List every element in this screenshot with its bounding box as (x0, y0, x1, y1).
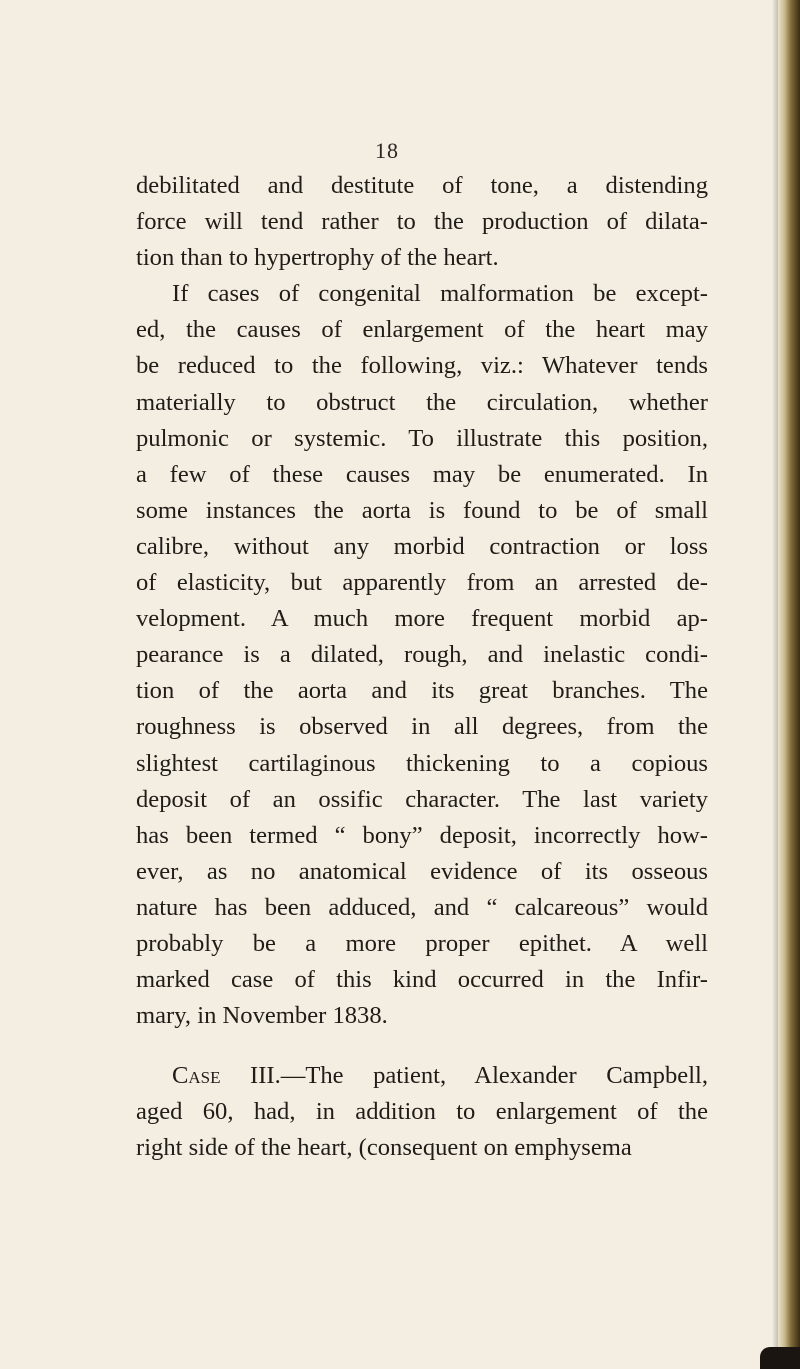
text-line: roughness is observed in all degrees, from the (136, 713, 708, 741)
case-label: Case III. (172, 1062, 281, 1090)
text-line: deposit of an ossific character. The last variety (136, 785, 708, 813)
paragraph-gap (136, 1034, 708, 1058)
text-line: slightest cartilaginous thickening to a copious (136, 749, 708, 777)
text-line: mary, in November 1838. (136, 1002, 388, 1030)
text-line: tion of the aorta and its great branches. The (136, 677, 708, 705)
text-line: some instances the aorta is found to be of small (136, 496, 708, 524)
text-line: marked case of this kind occurred in the Infir- (136, 966, 708, 994)
text-line: has been termed “ bony” deposit, incorrectly how- (136, 821, 708, 849)
text-line: of elasticity, but apparently from an arrested de- (136, 569, 708, 597)
text-line: If cases of congenital malformation be except- (172, 280, 708, 308)
text-line: be reduced to the following, viz.: Whatever tends (136, 352, 708, 380)
text-line: pearance is a dilated, rough, and inelastic condi- (136, 641, 708, 669)
page-number: 18 (375, 138, 399, 163)
text-line: ed, the causes of enlargement of the heart may (136, 316, 708, 344)
book-spine (778, 0, 800, 1369)
text-line: aged 60, had, in addition to enlargement of the (136, 1098, 708, 1126)
text-line: right side of the heart, (consequent on emphysema (136, 1134, 632, 1162)
text-line: materially to obstruct the circulation, whether (136, 388, 708, 416)
text-line: pulmonic or systemic. To illustrate this position, (136, 424, 708, 452)
text-line: debilitated and destitute of tone, a distending (136, 172, 708, 199)
text-line: a few of these causes may be enumerated. In (136, 460, 708, 488)
text-line: velopment. A much more frequent morbid ap- (136, 605, 708, 633)
body-text (136, 168, 708, 1167)
text-line: force will tend rather to the production of dilata- (136, 208, 708, 236)
text-line: nature has been adduced, and “ calcareous” would (136, 893, 708, 921)
page-corner-mark (760, 1347, 800, 1369)
text-line: ever, as no anatomical evidence of its osseous (136, 857, 708, 885)
case-heading-line (136, 1058, 708, 1094)
text-line: tion than to hypertrophy of the heart. (136, 244, 499, 272)
text-line: probably be a more proper epithet. A well (136, 929, 708, 957)
text-line: calibre, without any morbid contraction or loss (136, 532, 708, 560)
case-line-text: —The patient, Alexander Campbell, (280, 1062, 709, 1090)
